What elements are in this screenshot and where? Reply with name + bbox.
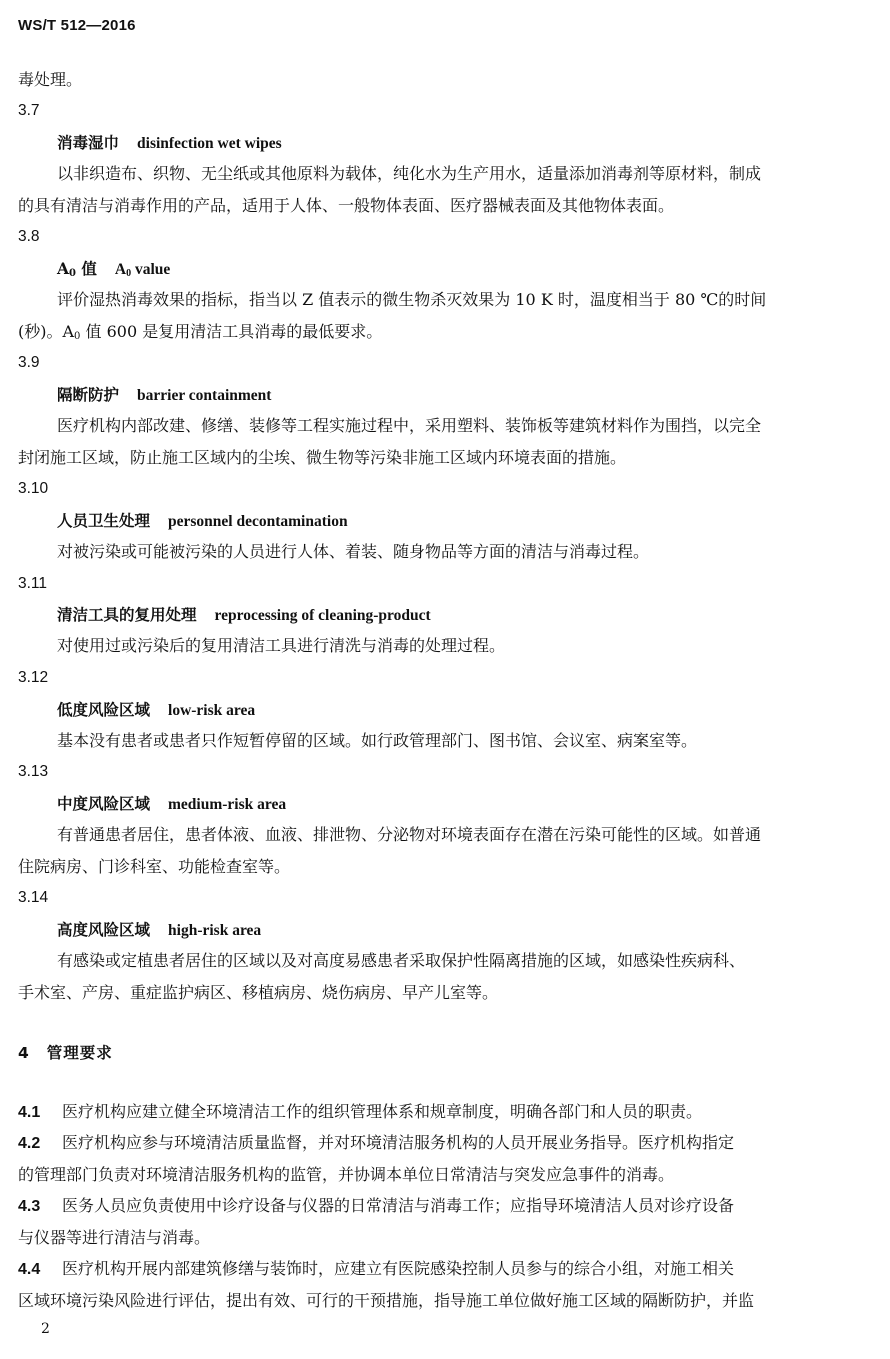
page-number: 2 — [41, 1321, 50, 1337]
requirement-text-cont: 区域环境污染风险进行评估，提出有效、可行的干预措施，指导施工单位做好施工区域的隔断防护，并监 — [18, 1291, 755, 1310]
requirement-text: 医疗机构应建立健全环境清洁工作的组织管理体系和规章制度，明确各部门和人员的职责。 — [62, 1102, 703, 1121]
term-definition: 对被污染或可能被污染的人员进行人体、着装、随身物品等方面的清洁与消毒过程。 — [57, 542, 650, 561]
term-en: low-risk area — [168, 702, 256, 719]
requirement-text-cont: 与仪器等进行清洁与消毒。 — [18, 1228, 211, 1247]
term-definition-cont: (秒)。$A_0$ 值 600 是复用清洁工具消毒的最低要求。 — [18, 322, 383, 342]
section-title: 管理要求 — [46, 1044, 113, 1062]
term-number: 3.10 — [18, 480, 49, 497]
term-en: high-risk area — [168, 922, 262, 939]
term-en: barrier containment — [137, 387, 272, 404]
term-number: 3.8 — [18, 228, 40, 245]
term-heading — [57, 259, 170, 280]
term-number: 3.12 — [18, 669, 49, 686]
term-en: $A_0$ value — [114, 261, 171, 279]
term-definition: 以非织造布、织物、无尘纸或其他原料为载体，纯化水为生产用水，适量添加消毒剂等原材料，制成 — [57, 164, 762, 183]
term-definition: 医疗机构内部改建、修缮、装修等工程实施过程中，采用塑料、装饰板等建筑材料作为围挡，以完全 — [57, 416, 762, 435]
term-zh: 中度风险区域 — [57, 794, 151, 813]
requirement-item — [18, 1133, 734, 1154]
term-heading — [57, 920, 261, 941]
requirement-number: 4.1 — [18, 1104, 41, 1121]
term-definition-cont: 手术室、产房、重症监护病区、移植病房、烧伤病房、早产儿室等。 — [18, 983, 499, 1002]
term-number: 3.9 — [18, 354, 40, 371]
requirement-item — [18, 1259, 734, 1280]
term-zh: 清洁工具的复用处理 — [57, 605, 197, 624]
requirement-text: 医务人员应负责使用中诊疗设备与仪器的日常清洁与消毒工作；应指导环境清洁人员对诊疗设备 — [62, 1196, 735, 1215]
term-zh: 人员卫生处理 — [57, 511, 151, 530]
term-definition-cont: 住院病房、门诊科室、功能检查室等。 — [18, 857, 291, 876]
requirement-text: 医疗机构应参与环境清洁质量监督，并对环境清洁服务机构的人员开展业务指导。医疗机构指定 — [62, 1133, 735, 1152]
term-definition: 有感染或定植患者居住的区域以及对高度易感患者采取保护性隔离措施的区域，如感染性疾病科、 — [57, 951, 746, 970]
term-en: reprocessing of cleaning-product — [214, 607, 431, 624]
term-zh: 消毒湿巾 — [57, 133, 120, 152]
term-heading — [57, 605, 431, 626]
term-heading — [57, 385, 271, 406]
section-number: 4 — [18, 1044, 29, 1062]
requirement-text: 医疗机构开展内部建筑修缮与装饰时，应建立有医院感染控制人员参与的综合小组，对施工相关 — [62, 1259, 735, 1278]
term-zh: $A_0$ 值 — [57, 259, 97, 279]
term-definition-cont: 的具有清洁与消毒作用的产品，适用于人体、一般物体表面、医疗器械表面及其他物体表面。 — [18, 196, 675, 215]
term-number: 3.7 — [18, 102, 40, 119]
term-definition: 基本没有患者或患者只作短暂停留的区域。如行政管理部门、图书馆、会议室、病案室等。 — [57, 731, 698, 750]
requirement-item — [18, 1102, 702, 1123]
term-en: medium-risk area — [168, 796, 287, 813]
term-heading — [57, 794, 286, 815]
term-number: 3.11 — [18, 575, 48, 592]
term-number: 3.13 — [18, 763, 49, 780]
term-en: disinfection wet wipes — [137, 135, 282, 152]
term-heading — [57, 133, 282, 154]
term-en: personnel decontamination — [168, 513, 348, 530]
requirement-number: 4.3 — [18, 1198, 41, 1215]
term-definition: 评价湿热消毒效果的指标，指当以 Z 值表示的微生物杀灭效果为 10 K 时，温度相当于 80 ℃的时间 — [57, 290, 767, 309]
term-zh: 隔断防护 — [57, 385, 120, 404]
continuation-text: 毒处理。 — [18, 70, 83, 89]
requirement-text-cont: 的管理部门负责对环境清洁服务机构的监管，并协调本单位日常清洁与突发应急事件的消毒。 — [18, 1165, 675, 1184]
term-definition: 有普通患者居住，患者体液、血液、排泄物、分泌物对环境表面存在潜在污染可能性的区域。如普通 — [57, 825, 762, 844]
term-definition: 对使用过或污染后的复用清洁工具进行清洗与消毒的处理过程。 — [57, 636, 506, 655]
section-heading — [18, 1043, 113, 1063]
term-zh: 高度风险区域 — [57, 920, 151, 939]
term-number: 3.14 — [18, 889, 49, 906]
term-heading — [57, 511, 348, 532]
term-zh: 低度风险区域 — [57, 700, 151, 719]
requirement-number: 4.4 — [18, 1261, 41, 1278]
requirement-number: 4.2 — [18, 1135, 41, 1152]
term-definition-cont: 封闭施工区域，防止施工区域内的尘埃、微生物等污染非施工区域内环境表面的措施。 — [18, 448, 627, 467]
standard-number-header: WS/T 512—2016 — [18, 17, 136, 34]
requirement-item — [18, 1196, 734, 1217]
term-heading — [57, 700, 255, 721]
